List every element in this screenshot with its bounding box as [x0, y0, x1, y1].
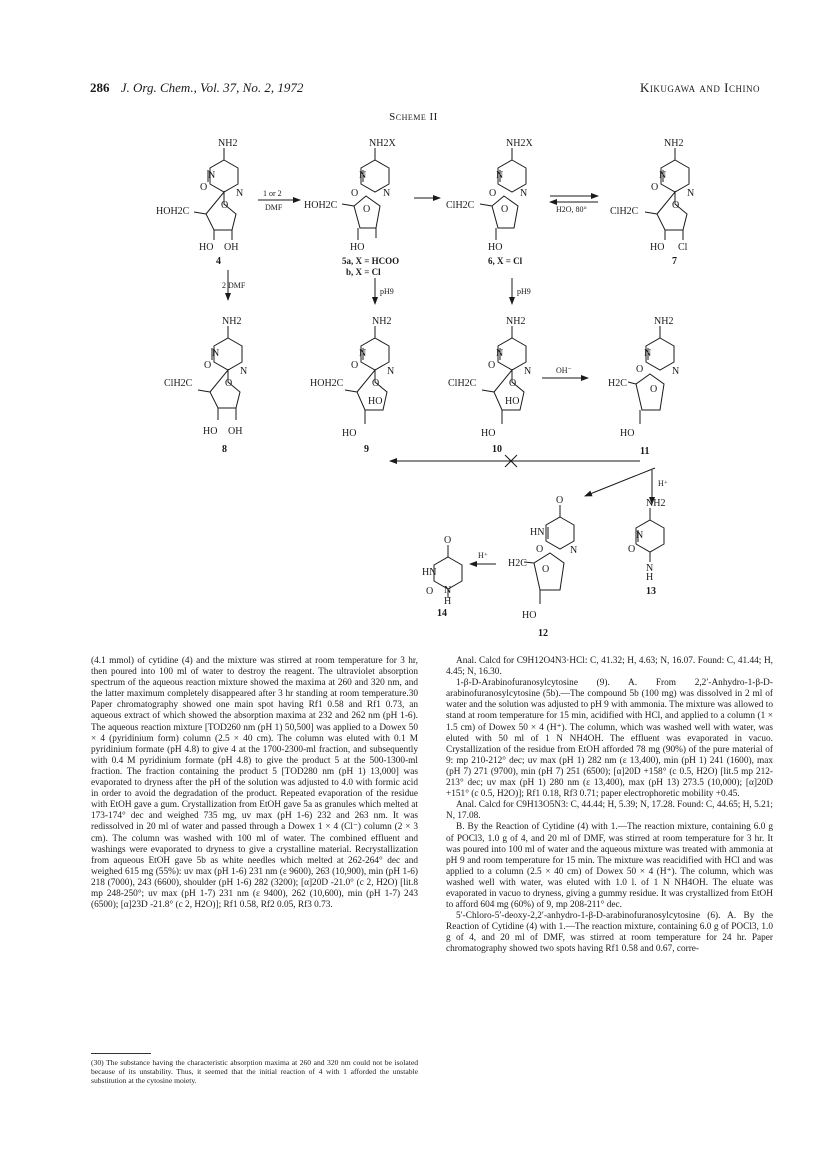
c6-o: O	[489, 188, 497, 199]
c12-number: 12	[538, 628, 548, 639]
arrow-10-11-label: OH⁻	[556, 366, 572, 375]
c13-number: 13	[646, 586, 656, 597]
c8-n2: N	[240, 366, 248, 377]
c14-n: N	[444, 585, 452, 596]
c4-hoh2c: HOH2C	[156, 206, 190, 217]
c6-label: 6, X = Cl	[488, 256, 523, 266]
arrow1-bottom-label: DMF	[265, 203, 283, 212]
paragraph: B. By the Reaction of Cytidine (4) with 1.—The reaction mixture, containing 6.0 g of POCl3, 1.0 g of 4, and 20 ml of DMF, was stirred at room temperature for 3 hr. It was poured into 100 ml of water and the aqueous mixture was treated with ammonia at pH 9 and room temperature for 15 min. The mixture was reacidified with HCl and was applied to a column (2.5 × 40 cm) of Dowex 50 × 4 (H⁺). The column, which was washed well with water, was eluted with 1.0 l. of 1 N NH4OH. The eluate was evaporated in vacuo to dryness, giving a gummy residue. It was crystallized from EtOH to afford 604 mg (60%) of 9, mp 208-211° dec.	[446, 822, 773, 911]
arrow-5-9-label: pH9	[380, 287, 394, 296]
c4-n: N	[208, 170, 216, 181]
arrow-6-10-label: pH9	[517, 287, 531, 296]
compound-8-structure	[198, 326, 242, 420]
c5b-label: b, X = Cl	[346, 267, 381, 277]
c11-h2c: H2C	[608, 378, 627, 389]
c12-hn: HN	[530, 527, 545, 538]
c9-ho: HO	[342, 428, 357, 439]
paragraph: 1-β-D-Arabinofuranosylcytosine (9). A. From 2,2′-Anhydro-1-β-D-arabinofuranosylcytosine (5b).—The compound 5b (100 mg) was dissolved in 2 ml of water and the solution was adjusted to pH 9 with ammonia. The mixture was allowed to stand at room temperature for 15 min, acidified with HCl, and applied to a column (1 × 1.5 cm) of Dowex 50 × 4 (H⁺). The column, which was washed well with water, was eluted with 50 ml of 1 N NH4OH. The effluent was evaporated in vacuo. Crystallization of the residue from EtOH afforded 78 mg (90%) of the pure material of 9: mp 210-212° dec; uv max (pH 1) 282 nm (ε 13,400), min (pH 1) 241 (1600), max (pH 7) 271 (9700), min (pH 7) 251 (6500); [α]20D +158° (c 0.5, H2O) [lit.5 mp 212-213° dec; uv max (pH 1) 280 nm (ε 13,400), max (pH 13) 273.5 (10,000); [α]20D +151° (c 0.5, H2O)]; Rf1 0.18, Rf3 0.71; paper electrophoretic mobility +0.45.	[446, 678, 773, 800]
c4-number: 4	[216, 256, 221, 267]
c5-ho: HO	[350, 242, 365, 253]
c14-h: H	[444, 596, 452, 607]
compound-4-structure	[194, 148, 238, 240]
c6-ring-o: O	[501, 204, 509, 215]
c10-ho: HO	[481, 428, 496, 439]
footnote-30: (30) The substance having the characteristic absorption maxima at 260 and 320 nm could not be isolated because of its unstability. Thus, it seemed that the initial reaction of 4 with 1 afforded the unstable substitution at the cytosine moiety.	[91, 1058, 418, 1086]
right-column	[446, 656, 773, 956]
c11-o: O	[636, 364, 644, 375]
c10-clh2c: ClH2C	[448, 378, 477, 389]
c9-nh2: NH2	[372, 316, 392, 327]
c8-number: 8	[222, 444, 227, 455]
compound-12-structure	[524, 505, 574, 604]
c8-ho: HO	[203, 426, 218, 437]
c11-ho: HO	[620, 428, 635, 439]
c10-n: N	[496, 348, 504, 359]
c7-clh2c: ClH2C	[610, 206, 639, 217]
paragraph: Anal. Calcd for C9H12O4N3·HCl: C, 41.32; H, 4.63; N, 16.07. Found: C, 41.44; H, 4.45; N, 16.30.	[446, 656, 773, 678]
c8-n: N	[212, 348, 220, 359]
paragraph: (4.1 mmol) of cytidine (4) and the mixture was stirred at room temperature for 3 hr, then poured into 100 ml of water to destroy the reagent. The ultraviolet absorption spectrum of the aqueous reaction mixture showed the maxima at 260 and 320 nm, and the latter maximum completely disappeared after 3 hr standing at room temperature.30 Paper chromatography showed one main spot having Rf1 0.58 and Rf1 0.73, an aqueous extract of which showed the absorption maxima at 232 and 262 nm (pH 1-6). The aqueous reaction mixture [TOD260 nm (pH 1) 50,500] was applied to a Dowex 50 × 4 (pyridinium form) column (2.5 × 40 cm). The column was eluted with 0.1 M pyridinium formate (pH 4.8) to give 4 at the 1700-2300-ml fraction, and subsequently with 0.4 M pyridinium formate (pH 4.8) to give the product 5 at the 500-1300-ml fraction. The fraction containing the product 5 [TOD280 nm (pH 1) 13,000] was evaporated to dryness after the pH of the solution was adjusted to 4.0 with formic acid in order to avoid the degradation of the product. Repeated evaporation of the residue with EtOH gave a gum. Crystallization from EtOH gave 5a as granules which melted at 173-174° dec and weighed 735 mg, uv max (pH 1-6) 232 and 263 nm. It was redissolved in 20 ml of water and passed through a Dowex 1 × 4 (Cl⁻) column (2 × 3 cm). The column was washed with 100 ml of water. The combined effluent and washings were evaporated to dryness to give a crystalline material. Recrystallization from aqueous EtOH gave 5b as white needles which melted at 262-264° dec and weighed 615 mg (55%): uv max (pH 1-6) 231 nm (ε 9600), 263 (10,900), min (pH 1-6) 218 (7000), 243 (6600), shoulder (pH 1-6) 282 (3200); [α]20D -21.0° (c 2, H2O) [lit.8 mp 248-250°; uv max (pH 1-7) 231 nm (ε 9400), 262 (10,600), min (pH 1-7) 243 (6500); [α]23D -21.8° (c 2, H2O)]; Rf1 0.58, Rf2 0.05, Rf3 0.73.	[91, 656, 418, 911]
c11-n2: N	[672, 366, 680, 377]
compound-5-structure	[342, 148, 389, 240]
c12-h2c: H2C	[508, 558, 527, 569]
compound-11-structure	[628, 326, 674, 424]
c13-n: N	[636, 530, 644, 541]
c7-cl: Cl	[678, 242, 688, 253]
c4-n2: N	[236, 188, 244, 199]
c12-o-top: O	[556, 495, 564, 506]
arrow-down4-label: 2 DMF	[222, 281, 246, 290]
c10-number: 10	[492, 444, 502, 455]
c13-o: O	[628, 544, 636, 555]
c5-nh2x: NH2X	[369, 138, 396, 149]
c5-n: N	[359, 170, 367, 181]
arrow-11-13-label: H⁺	[658, 479, 668, 488]
c13-nh2: NH2	[646, 498, 666, 509]
c5-n2: N	[383, 188, 391, 199]
arrow-12-14-label: H⁺	[478, 551, 488, 560]
c7-ho: HO	[650, 242, 665, 253]
c6-ho: HO	[488, 242, 503, 253]
c6-nh2x: NH2X	[506, 138, 533, 149]
c9-number: 9	[364, 444, 369, 455]
footnote-rule	[91, 1053, 151, 1054]
c4-ho: HO	[199, 242, 214, 253]
page-number: 286	[90, 80, 110, 95]
c12-n2: N	[570, 545, 578, 556]
c10-ring-o: O	[509, 378, 517, 389]
c7-ring-o: O	[672, 200, 680, 211]
c7-number: 7	[672, 256, 677, 267]
arrow-11-to-12	[585, 468, 655, 496]
c10-nh2: NH2	[506, 316, 526, 327]
c14-hn: HN	[422, 567, 437, 578]
c9-n2: N	[387, 366, 395, 377]
c11-nh2: NH2	[654, 316, 674, 327]
running-head-authors: Kikugawa and Ichino	[640, 80, 760, 95]
compound-9-structure	[345, 326, 389, 424]
c4-ring-o: O	[221, 200, 229, 211]
compound-10-structure	[482, 326, 526, 424]
c11-n: N	[644, 348, 652, 359]
c6-n: N	[496, 170, 504, 181]
c4-oh: OH	[224, 242, 239, 253]
c10-n2: N	[524, 366, 532, 377]
arrow1-top-label: 1 or 2	[263, 189, 282, 198]
left-column	[91, 656, 418, 911]
c7-n2: N	[687, 188, 695, 199]
paragraph: Anal. Calcd for C9H13O5N3: C, 44.44; H, 5.39; N, 17.28. Found: C, 44.65; H, 5.21; N, 17.08.	[446, 800, 773, 822]
c9-hoh2c: HOH2C	[310, 378, 344, 389]
c8-ring-o: O	[225, 378, 233, 389]
c11-number: 11	[640, 446, 650, 457]
c7-o: O	[651, 182, 659, 193]
c10-ho-inner: HO	[505, 396, 520, 407]
c13-n2: N	[646, 563, 654, 574]
c6-clh2c: ClH2C	[446, 200, 475, 211]
c5-ring-o: O	[363, 204, 371, 215]
c9-ring-o: O	[372, 378, 380, 389]
c5a-label: 5a, X = HCOO	[342, 256, 400, 266]
c12-o: O	[536, 544, 544, 555]
c14-o: O	[426, 586, 434, 597]
c5-o: O	[351, 188, 359, 199]
c9-ho-inner: HO	[368, 396, 383, 407]
c8-o: O	[204, 360, 212, 371]
scheme-title: Scheme II	[389, 111, 438, 123]
eq-arrow-label: H2O, 80°	[556, 205, 587, 214]
c9-o: O	[351, 360, 359, 371]
c6-n2: N	[520, 188, 528, 199]
journal-citation: J. Org. Chem., Vol. 37, No. 2, 1972	[120, 80, 304, 95]
c8-nh2: NH2	[222, 316, 242, 327]
c12-ring-o: O	[542, 564, 550, 575]
c4-nh2: NH2	[218, 138, 238, 149]
c8-clh2c: ClH2C	[164, 378, 193, 389]
c10-o: O	[488, 360, 496, 371]
c13-h: H	[646, 572, 654, 583]
c7-n: N	[659, 170, 667, 181]
c4-o: O	[200, 182, 208, 193]
c7-nh2: NH2	[664, 138, 684, 149]
compound-7-structure	[645, 148, 689, 240]
c14-o-top: O	[444, 535, 452, 546]
c12-ho: HO	[522, 610, 537, 621]
c5-hoh2c: HOH2C	[304, 200, 338, 211]
c9-n: N	[359, 348, 367, 359]
c8-oh: OH	[228, 426, 243, 437]
c11-ring-o: O	[650, 384, 658, 395]
c14-number: 14	[437, 608, 447, 619]
paragraph: 5′-Chloro-5′-deoxy-2,2′-anhydro-1-β-D-arabinofuranosylcytosine (6). A. By the Reaction of Cytidine (4) with 1.—The reaction mixture, containing 6.0 g of POCl3, 1.0 g of 4, and 20 ml of DMF, was stirred at room temperature for 24 hr. Paper chromatography showed two spots having Rf1 0.58 and 0.67, corre-	[446, 911, 773, 955]
